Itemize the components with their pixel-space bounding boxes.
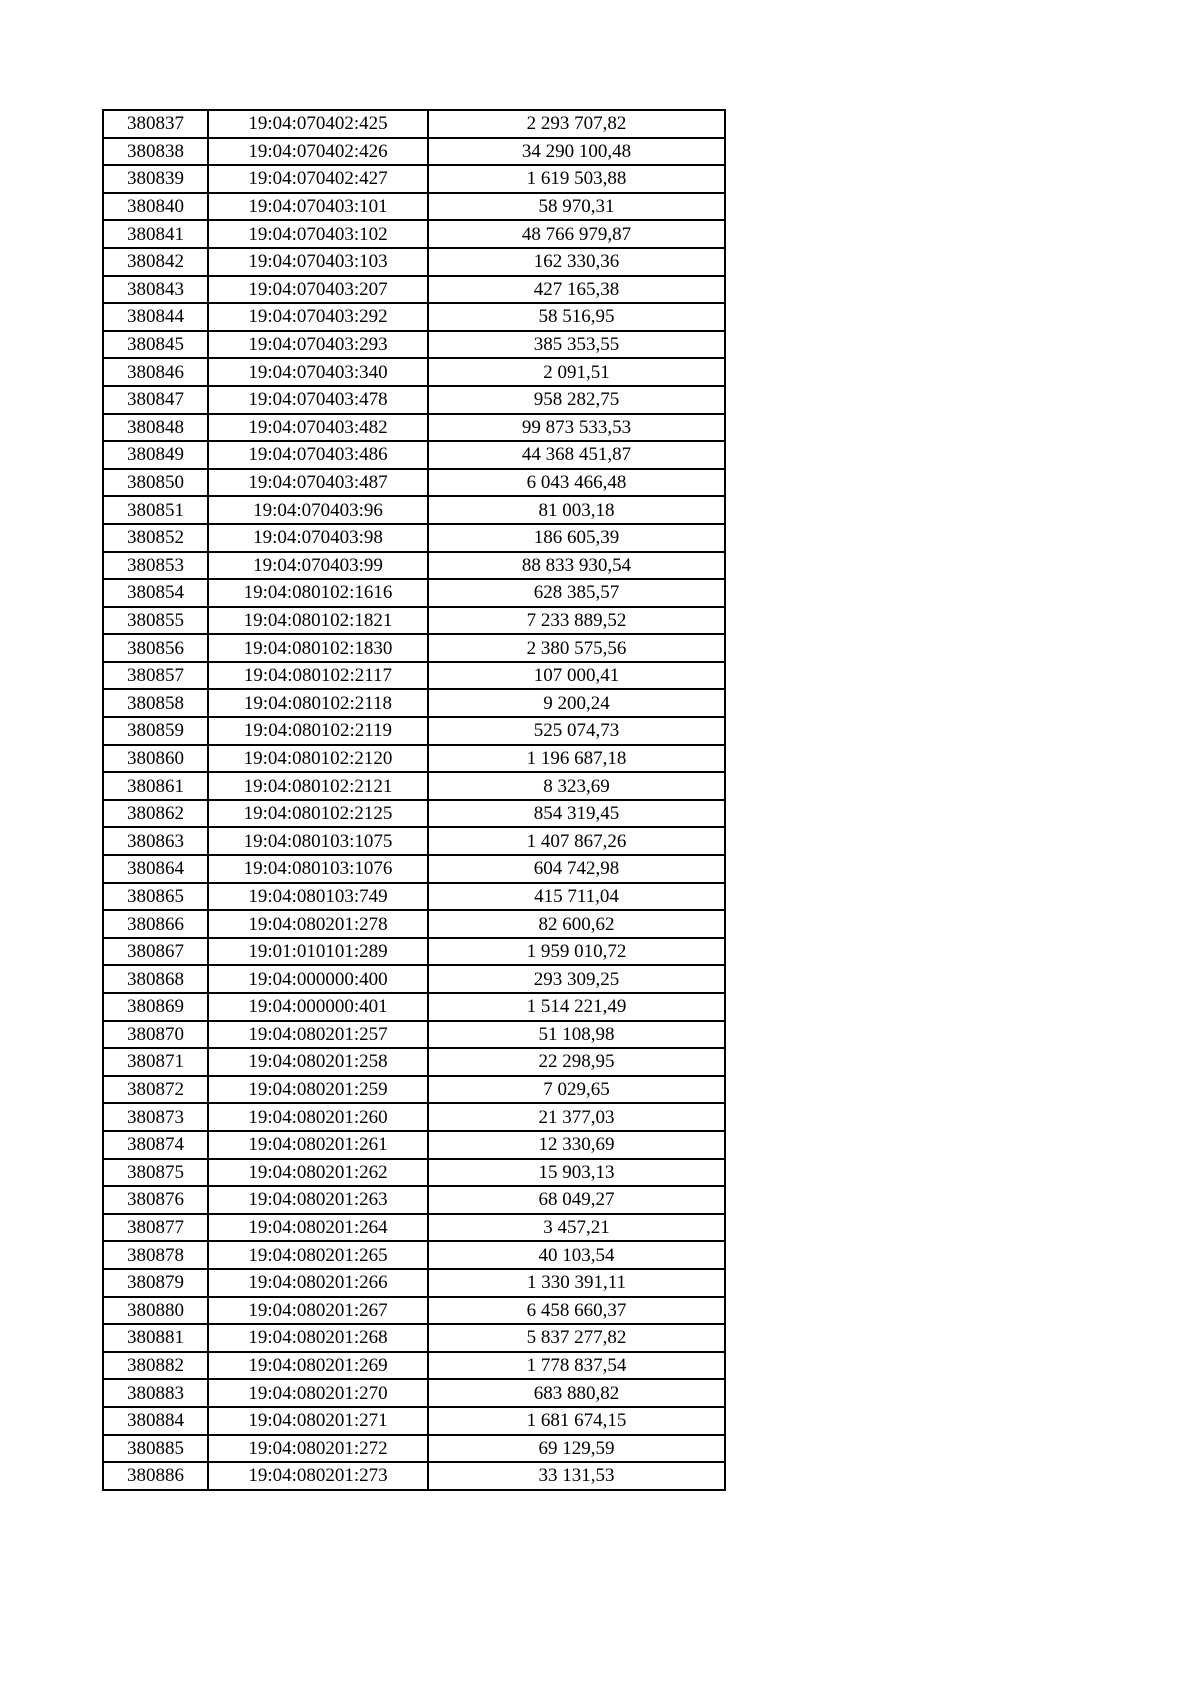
table-row — [103, 965, 725, 993]
row-number-cell: 380846 — [103, 358, 208, 386]
cadastral-number-cell: 19:04:070403:207 — [208, 276, 428, 304]
table-row — [103, 165, 725, 193]
table-row — [103, 993, 725, 1021]
table-row — [103, 193, 725, 221]
table-row — [103, 1076, 725, 1104]
cadastral-number-cell: 19:04:070403:96 — [208, 496, 428, 524]
row-number-cell: 380852 — [103, 524, 208, 552]
value-cell: 21 377,03 — [428, 1103, 725, 1131]
row-number-cell: 380858 — [103, 689, 208, 717]
row-number-cell: 380861 — [103, 772, 208, 800]
table-row — [103, 938, 725, 966]
cadastral-number-cell: 19:04:080201:263 — [208, 1186, 428, 1214]
table-row — [103, 276, 725, 304]
value-cell: 8 323,69 — [428, 772, 725, 800]
row-number-cell: 380853 — [103, 552, 208, 580]
row-number-cell: 380884 — [103, 1407, 208, 1435]
cadastral-number-cell: 19:04:070403:292 — [208, 303, 428, 331]
cadastral-number-cell: 19:04:080102:2120 — [208, 745, 428, 773]
row-number-cell: 380876 — [103, 1186, 208, 1214]
table-row — [103, 1407, 725, 1435]
value-cell: 1 514 221,49 — [428, 993, 725, 1021]
cadastral-number-cell: 19:04:070402:425 — [208, 110, 428, 138]
table-row — [103, 1021, 725, 1049]
row-number-cell: 380851 — [103, 496, 208, 524]
table-row — [103, 1131, 725, 1159]
value-cell: 22 298,95 — [428, 1048, 725, 1076]
table-row — [103, 1103, 725, 1131]
table-row — [103, 579, 725, 607]
table-row — [103, 469, 725, 497]
cadastral-number-cell: 19:04:070403:99 — [208, 552, 428, 580]
row-number-cell: 380886 — [103, 1462, 208, 1490]
cadastral-number-cell: 19:04:080201:266 — [208, 1269, 428, 1297]
table-row — [103, 607, 725, 635]
table-row — [103, 800, 725, 828]
row-number-cell: 380870 — [103, 1021, 208, 1049]
cadastral-number-cell: 19:04:080103:1076 — [208, 855, 428, 883]
cadastral-number-cell: 19:04:080201:272 — [208, 1435, 428, 1463]
cadastral-number-cell: 19:04:070403:98 — [208, 524, 428, 552]
value-cell: 58 516,95 — [428, 303, 725, 331]
cadastral-number-cell: 19:04:080102:2119 — [208, 717, 428, 745]
value-cell: 186 605,39 — [428, 524, 725, 552]
cadastral-number-cell: 19:04:080201:261 — [208, 1131, 428, 1159]
table-row — [103, 331, 725, 359]
value-cell: 628 385,57 — [428, 579, 725, 607]
value-cell: 5 837 277,82 — [428, 1324, 725, 1352]
row-number-cell: 380855 — [103, 607, 208, 635]
table-row — [103, 110, 725, 138]
value-cell: 3 457,21 — [428, 1214, 725, 1242]
row-number-cell: 380862 — [103, 800, 208, 828]
cadastral-number-cell: 19:04:070403:293 — [208, 331, 428, 359]
row-number-cell: 380854 — [103, 579, 208, 607]
cadastral-number-cell: 19:04:080102:2118 — [208, 689, 428, 717]
cadastral-number-cell: 19:04:080102:2125 — [208, 800, 428, 828]
value-cell: 99 873 533,53 — [428, 414, 725, 442]
table-row — [103, 662, 725, 690]
table-row — [103, 1297, 725, 1325]
value-cell: 162 330,36 — [428, 248, 725, 276]
row-number-cell: 380871 — [103, 1048, 208, 1076]
table-row — [103, 910, 725, 938]
value-cell: 7 233 889,52 — [428, 607, 725, 635]
table-row — [103, 745, 725, 773]
table-row — [103, 1186, 725, 1214]
row-number-cell: 380882 — [103, 1352, 208, 1380]
cadastral-number-cell: 19:04:080201:264 — [208, 1214, 428, 1242]
table-row — [103, 772, 725, 800]
table-row — [103, 524, 725, 552]
value-cell: 6 458 660,37 — [428, 1297, 725, 1325]
row-number-cell: 380883 — [103, 1379, 208, 1407]
table-row — [103, 358, 725, 386]
row-number-cell: 380838 — [103, 138, 208, 166]
cadastral-number-cell: 19:04:070403:478 — [208, 386, 428, 414]
cadastral-number-cell: 19:04:080201:267 — [208, 1297, 428, 1325]
cadastral-number-cell: 19:04:070403:102 — [208, 220, 428, 248]
cadastral-number-cell: 19:04:080103:1075 — [208, 827, 428, 855]
value-cell: 44 368 451,87 — [428, 441, 725, 469]
row-number-cell: 380879 — [103, 1269, 208, 1297]
row-number-cell: 380856 — [103, 634, 208, 662]
cadastral-number-cell: 19:01:010101:289 — [208, 938, 428, 966]
row-number-cell: 380875 — [103, 1159, 208, 1187]
cadastral-number-cell: 19:04:080201:269 — [208, 1352, 428, 1380]
cadastral-number-cell: 19:04:080102:1821 — [208, 607, 428, 635]
cadastral-number-cell: 19:04:080201:262 — [208, 1159, 428, 1187]
value-cell: 81 003,18 — [428, 496, 725, 524]
value-cell: 40 103,54 — [428, 1241, 725, 1269]
table-row — [103, 303, 725, 331]
row-number-cell: 380878 — [103, 1241, 208, 1269]
table-row — [103, 1379, 725, 1407]
table-row — [103, 1241, 725, 1269]
cadastral-number-cell: 19:04:080102:1830 — [208, 634, 428, 662]
value-cell: 9 200,24 — [428, 689, 725, 717]
value-cell: 525 074,73 — [428, 717, 725, 745]
value-cell: 2 293 707,82 — [428, 110, 725, 138]
value-cell: 6 043 466,48 — [428, 469, 725, 497]
cadastral-number-cell: 19:04:070402:427 — [208, 165, 428, 193]
value-cell: 1 681 674,15 — [428, 1407, 725, 1435]
row-number-cell: 380863 — [103, 827, 208, 855]
value-cell: 1 778 837,54 — [428, 1352, 725, 1380]
row-number-cell: 380859 — [103, 717, 208, 745]
table-row — [103, 552, 725, 580]
value-cell: 12 330,69 — [428, 1131, 725, 1159]
table-row — [103, 827, 725, 855]
cadastral-number-cell: 19:04:070403:487 — [208, 469, 428, 497]
row-number-cell: 380847 — [103, 386, 208, 414]
table-row — [103, 1214, 725, 1242]
table-row — [103, 1462, 725, 1490]
value-cell: 88 833 930,54 — [428, 552, 725, 580]
row-number-cell: 380837 — [103, 110, 208, 138]
cadastral-number-cell: 19:04:080201:268 — [208, 1324, 428, 1352]
value-cell: 48 766 979,87 — [428, 220, 725, 248]
value-cell: 7 029,65 — [428, 1076, 725, 1104]
value-cell: 2 091,51 — [428, 358, 725, 386]
table-row — [103, 634, 725, 662]
table-row — [103, 138, 725, 166]
table-row — [103, 883, 725, 911]
value-cell: 415 711,04 — [428, 883, 725, 911]
value-cell: 1 407 867,26 — [428, 827, 725, 855]
value-cell: 69 129,59 — [428, 1435, 725, 1463]
row-number-cell: 380839 — [103, 165, 208, 193]
row-number-cell: 380881 — [103, 1324, 208, 1352]
cadastral-number-cell: 19:04:080201:260 — [208, 1103, 428, 1131]
cadastral-number-cell: 19:04:080201:258 — [208, 1048, 428, 1076]
cadastral-number-cell: 19:04:080201:265 — [208, 1241, 428, 1269]
value-cell: 854 319,45 — [428, 800, 725, 828]
table-row — [103, 386, 725, 414]
row-number-cell: 380850 — [103, 469, 208, 497]
cadastral-number-cell: 19:04:000000:400 — [208, 965, 428, 993]
value-cell: 33 131,53 — [428, 1462, 725, 1490]
table-row — [103, 220, 725, 248]
value-cell: 385 353,55 — [428, 331, 725, 359]
cadastral-number-cell: 19:04:080103:749 — [208, 883, 428, 911]
cadastral-number-cell: 19:04:080102:2117 — [208, 662, 428, 690]
row-number-cell: 380845 — [103, 331, 208, 359]
value-cell: 15 903,13 — [428, 1159, 725, 1187]
cadastral-number-cell: 19:04:070403:482 — [208, 414, 428, 442]
value-cell: 1 330 391,11 — [428, 1269, 725, 1297]
value-cell: 2 380 575,56 — [428, 634, 725, 662]
value-cell: 68 049,27 — [428, 1186, 725, 1214]
row-number-cell: 380880 — [103, 1297, 208, 1325]
value-cell: 82 600,62 — [428, 910, 725, 938]
value-cell: 34 290 100,48 — [428, 138, 725, 166]
table-row — [103, 248, 725, 276]
table-row — [103, 689, 725, 717]
table-row — [103, 1269, 725, 1297]
cadastral-number-cell: 19:04:080201:270 — [208, 1379, 428, 1407]
value-cell: 683 880,82 — [428, 1379, 725, 1407]
row-number-cell: 380868 — [103, 965, 208, 993]
row-number-cell: 380866 — [103, 910, 208, 938]
table-body — [103, 110, 725, 1490]
row-number-cell: 380860 — [103, 745, 208, 773]
table-row — [103, 1159, 725, 1187]
row-number-cell: 380848 — [103, 414, 208, 442]
value-cell: 1 196 687,18 — [428, 745, 725, 773]
cadastral-number-cell: 19:04:080102:2121 — [208, 772, 428, 800]
table-row — [103, 1048, 725, 1076]
cadastral-value-table — [102, 109, 726, 1491]
cadastral-number-cell: 19:04:080201:278 — [208, 910, 428, 938]
row-number-cell: 380843 — [103, 276, 208, 304]
table-row — [103, 441, 725, 469]
cadastral-number-cell: 19:04:070403:101 — [208, 193, 428, 221]
value-cell: 293 309,25 — [428, 965, 725, 993]
row-number-cell: 380857 — [103, 662, 208, 690]
cadastral-number-cell: 19:04:080201:257 — [208, 1021, 428, 1049]
row-number-cell: 380864 — [103, 855, 208, 883]
row-number-cell: 380869 — [103, 993, 208, 1021]
cadastral-number-cell: 19:04:070403:103 — [208, 248, 428, 276]
row-number-cell: 380865 — [103, 883, 208, 911]
row-number-cell: 380840 — [103, 193, 208, 221]
row-number-cell: 380877 — [103, 1214, 208, 1242]
row-number-cell: 380849 — [103, 441, 208, 469]
cadastral-number-cell: 19:04:080102:1616 — [208, 579, 428, 607]
value-cell: 1 959 010,72 — [428, 938, 725, 966]
table-row — [103, 496, 725, 524]
row-number-cell: 380874 — [103, 1131, 208, 1159]
table-row — [103, 717, 725, 745]
row-number-cell: 380841 — [103, 220, 208, 248]
table-row — [103, 1352, 725, 1380]
cadastral-number-cell: 19:04:070402:426 — [208, 138, 428, 166]
cadastral-number-cell: 19:04:070403:486 — [208, 441, 428, 469]
value-cell: 427 165,38 — [428, 276, 725, 304]
cadastral-number-cell: 19:04:000000:401 — [208, 993, 428, 1021]
cadastral-number-cell: 19:04:070403:340 — [208, 358, 428, 386]
row-number-cell: 380842 — [103, 248, 208, 276]
row-number-cell: 380873 — [103, 1103, 208, 1131]
value-cell: 51 108,98 — [428, 1021, 725, 1049]
cadastral-number-cell: 19:04:080201:273 — [208, 1462, 428, 1490]
cadastral-number-cell: 19:04:080201:259 — [208, 1076, 428, 1104]
table-row — [103, 1324, 725, 1352]
table-row — [103, 1435, 725, 1463]
value-cell: 58 970,31 — [428, 193, 725, 221]
value-cell: 107 000,41 — [428, 662, 725, 690]
value-cell: 1 619 503,88 — [428, 165, 725, 193]
row-number-cell: 380872 — [103, 1076, 208, 1104]
row-number-cell: 380867 — [103, 938, 208, 966]
table-row — [103, 414, 725, 442]
table-row — [103, 855, 725, 883]
row-number-cell: 380844 — [103, 303, 208, 331]
row-number-cell: 380885 — [103, 1435, 208, 1463]
cadastral-number-cell: 19:04:080201:271 — [208, 1407, 428, 1435]
value-cell: 604 742,98 — [428, 855, 725, 883]
value-cell: 958 282,75 — [428, 386, 725, 414]
